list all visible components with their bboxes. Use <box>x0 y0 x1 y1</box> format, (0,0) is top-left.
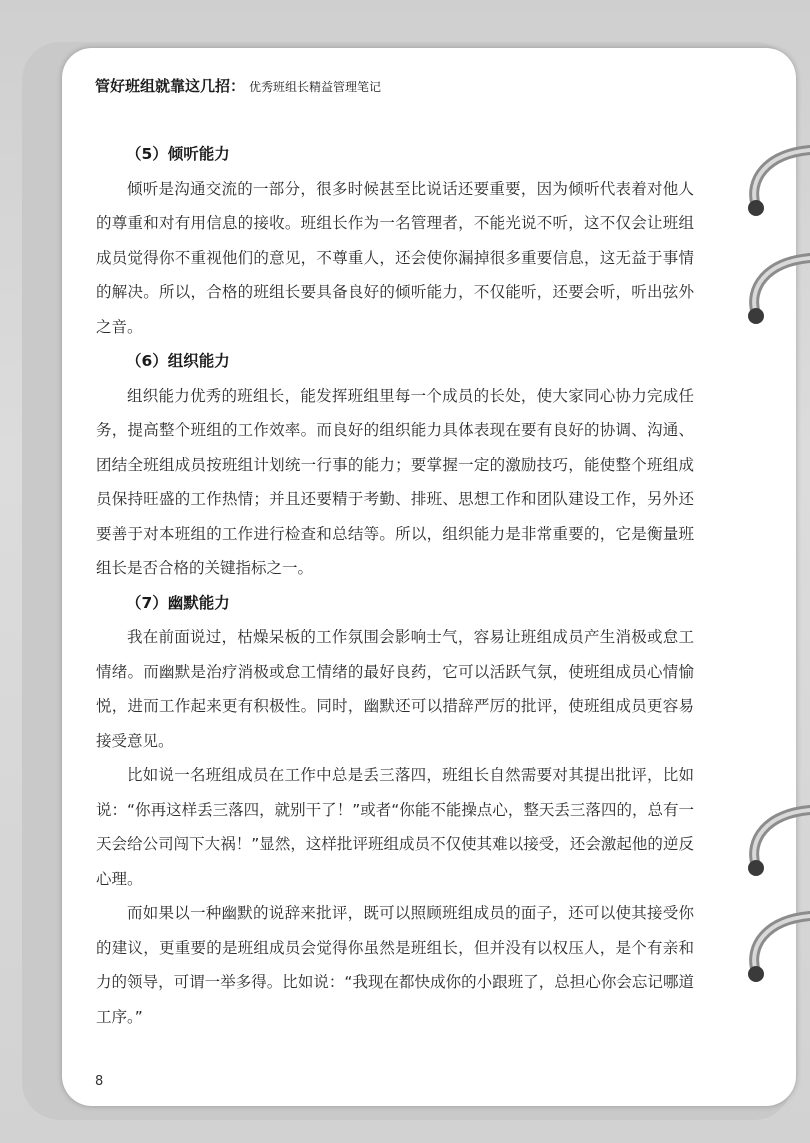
section-heading: （7）幽默能力 <box>126 593 230 612</box>
page-content <box>96 137 694 1034</box>
paragraph: 我在前面说过，枯燥呆板的工作氛围会影响士气，容易让班组成员产生消极或怠工情绪。而幽默是治疗消极或怠工情绪的最好良药，它可以活跃气氛，使班组成员心情愉悦，进而工作起来更有积极性。同时，幽默还可以措辞严厉的批评，使班组成员更容易接受意见。 <box>96 628 694 750</box>
paragraph: 组织能力优秀的班组长，能发挥班组里每一个成员的长处，使大家同心协力完成任务，提高整个班组的工作效率。而良好的组织能力具体表现在要有良好的协调、沟通、团结全班组成员按班组计划统一行事的能力；要掌握一定的激励技巧，能使整个班组成员保持旺盛的工作热情；并且还要精于考勤、排班、思想工作和团队建设工作，另外还要善于对本班组的工作进行检查和总结等。所以，组织能力是非常重要的，它是衡量班组长是否合格的关键指标之一。 <box>96 386 694 577</box>
section-heading: （5）倾听能力 <box>126 145 230 163</box>
book-title: 管好班组就靠这几招： <box>95 77 246 95</box>
paragraph: 而如果以一种幽默的说辞来批评，既可以照顾班组成员的面子，还可以使其接受你的建议，更重要的是班组成员会觉得你虽然是班组长，但并没有以权压人，是个有亲和力的领导，可谓一举多得。比如说：“我现在都快成你的小跟班了，总担心你会忘记哪道工序。” <box>96 904 694 1026</box>
section-heading: （6）组织能力 <box>126 352 230 370</box>
paragraph: 比如说一名班组成员在工作中总是丢三落四，班组长自然需要对其提出批评，比如说：“你再这样丢三落四，就别干了！”或者“你能不能操点心，整天丢三落四的，总有一天会给公司闯下大祸！”显然，这样批评班组成员不仅使其难以接受，还会激起他的逆反心理。 <box>96 766 694 888</box>
paragraph: 倾听是沟通交流的一部分，很多时候甚至比说话还要重要，因为倾听代表着对他人的尊重和对有用信息的接收。班组长作为一名管理者，不能光说不听，这不仅会让班组成员觉得你不重视他们的意见，不尊重人，还会使你漏掉很多重要信息，这无益于事情的解决。所以，合格的班组长要具备良好的倾听能力，不仅能听，还要会听，听出弦外之音。 <box>96 179 694 336</box>
book-subtitle: 优秀班组长精益管理笔记 <box>249 80 382 94</box>
page-number: 8 <box>95 1074 104 1089</box>
binder-ring-icon <box>742 906 810 986</box>
binder-ring-icon <box>742 140 810 220</box>
binder-ring-icon <box>742 248 810 328</box>
running-header <box>95 75 381 96</box>
binder-ring-icon <box>742 800 810 880</box>
